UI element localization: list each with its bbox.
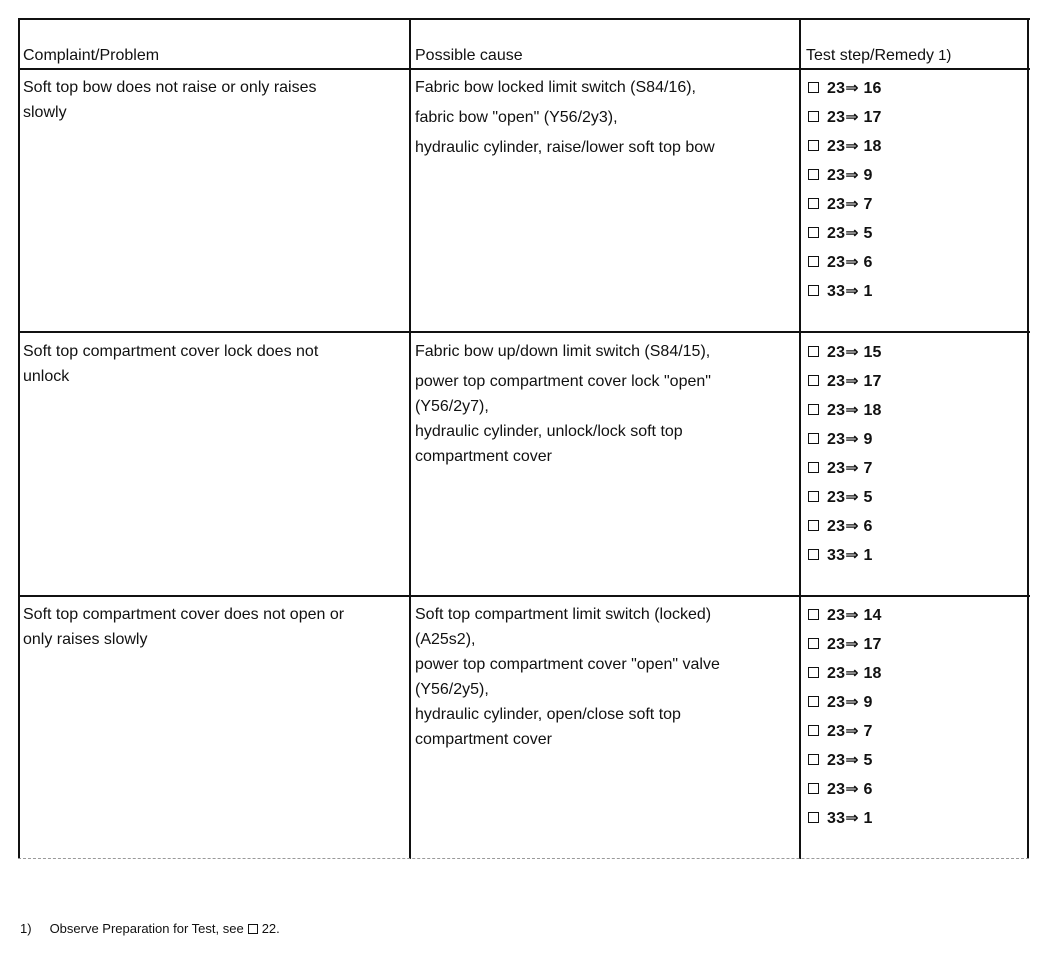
test-step-text: 23⇒ 18 — [827, 137, 882, 155]
test-step-link[interactable] — [808, 189, 1008, 218]
table-left-border — [18, 18, 20, 859]
row-2-cause-line: Fabric bow up/down limit switch (S84/15), — [415, 343, 711, 360]
checkbox-icon — [808, 549, 819, 560]
header-remedy-footnote-ref: 1) — [938, 47, 952, 64]
table-right-border — [1027, 18, 1029, 859]
test-step-text: 23⇒ 6 — [827, 780, 873, 798]
row-2-cause-line: hydraulic cylinder, unlock/lock soft top — [415, 423, 683, 440]
test-step-link[interactable] — [808, 540, 1008, 569]
header-remedy — [806, 46, 951, 66]
test-step-link[interactable] — [808, 511, 1008, 540]
row-1-complaint — [23, 75, 403, 125]
test-step-text: 23⇒ 17 — [827, 108, 882, 126]
checkbox-icon — [808, 198, 819, 209]
checkbox-icon — [808, 169, 819, 180]
test-step-text: 23⇒ 14 — [827, 606, 882, 624]
row-2-steps — [808, 337, 1008, 569]
test-step-link[interactable] — [808, 482, 1008, 511]
row-2-complaint-line: Soft top compartment cover lock does not — [23, 343, 319, 360]
column-divider-2 — [799, 18, 801, 859]
row-1-cause-line: fabric bow "open" (Y56/2y3), — [415, 109, 618, 126]
checkbox-icon — [808, 812, 819, 823]
test-step-text: 23⇒ 9 — [827, 693, 873, 711]
row-3-complaint-line: Soft top compartment cover does not open or — [23, 606, 345, 623]
checkbox-icon — [808, 520, 819, 531]
row-1-cause-line: Fabric bow locked limit switch (S84/16), — [415, 79, 696, 96]
checkbox-icon — [808, 140, 819, 151]
test-step-link[interactable] — [808, 774, 1008, 803]
checkbox-icon — [248, 924, 258, 934]
row-3-steps — [808, 600, 1008, 832]
test-step-text: 23⇒ 5 — [827, 488, 873, 506]
header-remedy-label: Test step/Remedy — [806, 47, 935, 64]
test-step-link[interactable] — [808, 102, 1008, 131]
test-step-link[interactable] — [808, 629, 1008, 658]
test-step-text: 23⇒ 18 — [827, 664, 882, 682]
checkbox-icon — [808, 725, 819, 736]
row-1-cause-line: hydraulic cylinder, raise/lower soft top bow — [415, 139, 715, 156]
checkbox-icon — [808, 346, 819, 357]
checkbox-icon — [808, 375, 819, 386]
test-step-text: 23⇒ 6 — [827, 517, 873, 535]
test-step-link[interactable] — [808, 337, 1008, 366]
checkbox-icon — [808, 491, 819, 502]
footnote-ref-link[interactable]: 22. — [261, 921, 280, 936]
test-step-link[interactable] — [808, 803, 1008, 832]
table-bottom-edge — [18, 858, 1029, 859]
test-step-link[interactable] — [808, 424, 1008, 453]
test-step-link[interactable] — [808, 247, 1008, 276]
checkbox-icon — [808, 256, 819, 267]
checkbox-icon — [808, 783, 819, 794]
header-cause: Possible cause — [415, 47, 523, 64]
checkbox-icon — [808, 667, 819, 678]
row-separator-2 — [18, 595, 1030, 597]
row-3-complaint-line: only raises slowly — [23, 631, 148, 648]
checkbox-icon — [808, 227, 819, 238]
test-step-link[interactable] — [808, 687, 1008, 716]
checkbox-icon — [808, 696, 819, 707]
column-divider-1 — [409, 18, 411, 859]
test-step-link[interactable] — [808, 276, 1008, 305]
row-3-cause-line: Soft top compartment limit switch (locked) — [415, 606, 712, 623]
row-separator-1 — [18, 331, 1030, 333]
row-3-cause-line: (Y56/2y5), — [415, 681, 489, 698]
test-step-text: 23⇒ 17 — [827, 372, 882, 390]
row-3-complaint — [23, 602, 403, 652]
test-step-text: 23⇒ 7 — [827, 195, 873, 213]
footnote-marker: 1) — [20, 921, 32, 936]
test-step-text: 23⇒ 18 — [827, 401, 882, 419]
checkbox-icon — [808, 111, 819, 122]
test-step-link[interactable] — [808, 218, 1008, 247]
test-step-text: 23⇒ 17 — [827, 635, 882, 653]
row-1-complaint-line: slowly — [23, 104, 67, 121]
test-step-link[interactable] — [808, 716, 1008, 745]
test-step-text: 23⇒ 16 — [827, 79, 882, 97]
checkbox-icon — [808, 462, 819, 473]
checkbox-icon — [808, 433, 819, 444]
test-step-link[interactable] — [808, 160, 1008, 189]
row-2-complaint-line: unlock — [23, 368, 70, 385]
test-step-text: 23⇒ 7 — [827, 722, 873, 740]
row-3-cause-line: compartment cover — [415, 731, 552, 748]
test-step-text: 23⇒ 5 — [827, 224, 873, 242]
test-step-text: 33⇒ 1 — [827, 809, 873, 827]
test-step-text: 23⇒ 5 — [827, 751, 873, 769]
test-step-text: 33⇒ 1 — [827, 282, 873, 300]
test-step-link[interactable] — [808, 453, 1008, 482]
row-1-complaint-line: Soft top bow does not raise or only raises — [23, 79, 317, 96]
table-top-border — [18, 18, 1030, 20]
header-separator — [18, 68, 1030, 70]
footnote-text: Observe Preparation for Test, see — [49, 921, 244, 936]
test-step-text: 23⇒ 9 — [827, 166, 873, 184]
row-2-complaint — [23, 339, 403, 389]
row-3-cause-line: power top compartment cover "open" valve — [415, 656, 720, 673]
test-step-link[interactable] — [808, 395, 1008, 424]
row-2-cause-line: (Y56/2y7), — [415, 398, 489, 415]
test-step-link[interactable] — [808, 658, 1008, 687]
checkbox-icon — [808, 285, 819, 296]
test-step-link[interactable] — [808, 366, 1008, 395]
footnote — [20, 921, 280, 936]
row-2-cause — [415, 339, 795, 469]
checkbox-icon — [808, 754, 819, 765]
test-step-text: 23⇒ 6 — [827, 253, 873, 271]
test-step-link[interactable] — [808, 131, 1008, 160]
row-2-cause-line: compartment cover — [415, 448, 552, 465]
row-1-cause — [415, 75, 795, 160]
checkbox-icon — [808, 82, 819, 93]
test-step-text: 23⇒ 9 — [827, 430, 873, 448]
test-step-link[interactable] — [808, 745, 1008, 774]
row-3-cause-line: hydraulic cylinder, open/close soft top — [415, 706, 681, 723]
test-step-text: 33⇒ 1 — [827, 546, 873, 564]
test-step-text: 23⇒ 7 — [827, 459, 873, 477]
checkbox-icon — [808, 404, 819, 415]
test-step-text: 23⇒ 15 — [827, 343, 882, 361]
checkbox-icon — [808, 638, 819, 649]
test-step-link[interactable] — [808, 600, 1008, 629]
checkbox-icon — [808, 609, 819, 620]
row-1-steps — [808, 73, 1008, 305]
header-complaint: Complaint/Problem — [23, 47, 160, 64]
row-2-cause-line: power top compartment cover lock "open" — [415, 373, 711, 390]
row-3-cause-line: (A25s2), — [415, 631, 476, 648]
test-step-link[interactable] — [808, 73, 1008, 102]
row-3-cause — [415, 602, 795, 752]
